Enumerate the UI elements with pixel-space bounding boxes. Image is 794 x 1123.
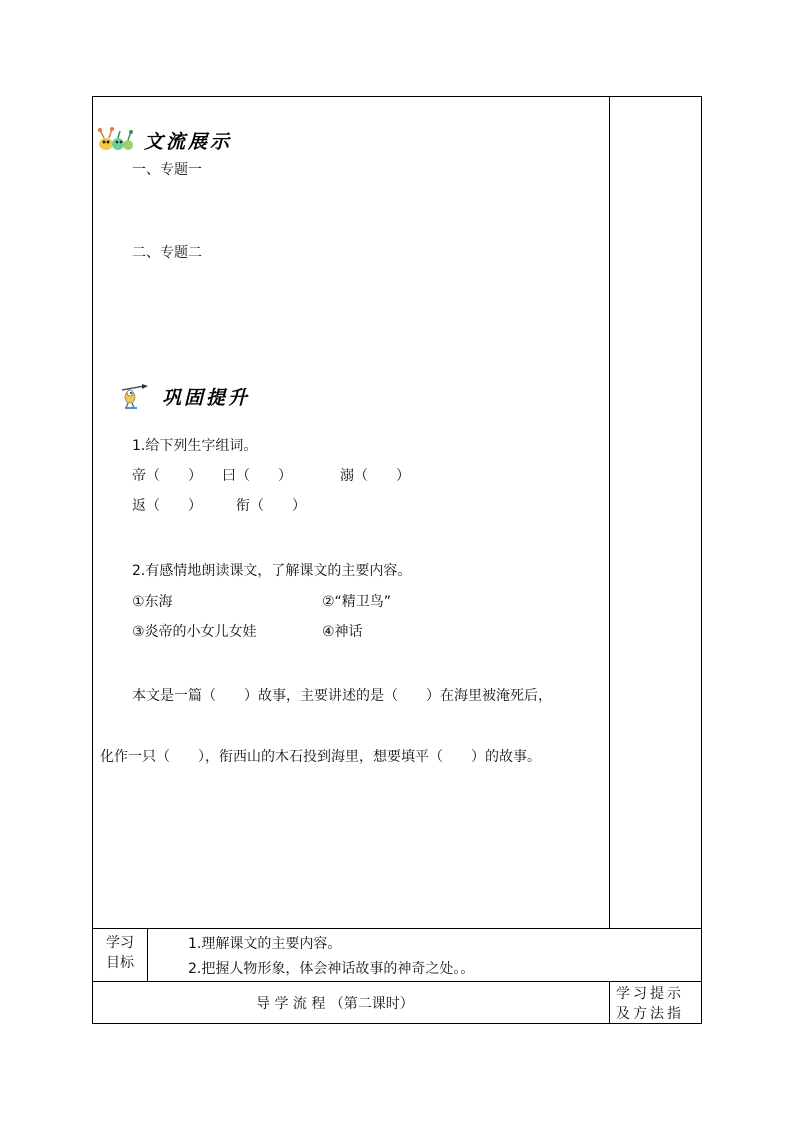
bird-decoration-icon <box>116 382 150 410</box>
hint-column-header <box>616 984 700 1024</box>
consolidate-heading-title: 巩固提升 <box>162 386 251 409</box>
word-blank-ni: 溺（ ） <box>340 468 410 484</box>
table-border-right <box>701 96 702 1024</box>
question-one-title: 1.给下列生字组词。 <box>132 438 258 454</box>
word-blank-fan: 返（ ） <box>132 498 202 514</box>
row-divider-flow <box>92 981 702 982</box>
fill-sentence-line-one: 本文是一篇（ ）故事，主要讲述的是（ ）在海里被淹死后， <box>132 688 552 704</box>
topic-one-label: 一、专题一 <box>132 162 202 178</box>
hint-header-line-two: 及方法指 <box>616 1006 684 1022</box>
objectives-label-line-two: 目标 <box>106 955 134 971</box>
exchange-heading-title: 文流展示 <box>144 130 233 153</box>
hint-header-line-one: 学习提示 <box>616 986 684 1002</box>
word-blank-xian: 衔（ ） <box>236 498 306 514</box>
table-border-bottom <box>92 1023 702 1024</box>
option-two: ②“精卫鸟” <box>322 594 392 610</box>
word-blank-yue: 曰（ ） <box>222 468 292 484</box>
column-divider-bottom <box>609 981 610 1024</box>
flow-title: 导 学 流 程 （第二课时） <box>256 996 414 1012</box>
option-four: ④神话 <box>322 624 363 640</box>
objectives-label-line-one: 学习 <box>106 935 134 951</box>
consolidate-heading <box>116 382 250 410</box>
column-divider-top <box>609 96 610 928</box>
topic-two-label: 二、专题二 <box>132 245 202 261</box>
option-one: ①东海 <box>132 594 173 610</box>
table-border-left <box>92 96 93 1024</box>
objectives-label-divider <box>147 928 148 981</box>
table-border-top <box>92 96 702 97</box>
question-two-title: 2.有感情地朗读课文，了解课文的主要内容。 <box>132 563 412 579</box>
bugs-decoration-icon <box>96 126 136 154</box>
row-divider-objectives <box>92 928 702 929</box>
word-blank-di: 帝（ ） <box>132 468 202 484</box>
option-three: ③炎帝的小女儿女娃 <box>132 624 257 640</box>
objective-item-one: 1.理解课文的主要内容。 <box>188 936 342 952</box>
exchange-heading <box>96 126 232 154</box>
objective-item-two: 2.把握人物形象，体会神话故事的神奇之处。。 <box>188 961 475 977</box>
fill-sentence-line-two: 化作一只（ ），衔西山的木石投到海里，想要填平（ ）的故事。 <box>100 749 541 765</box>
objectives-label <box>93 933 147 973</box>
